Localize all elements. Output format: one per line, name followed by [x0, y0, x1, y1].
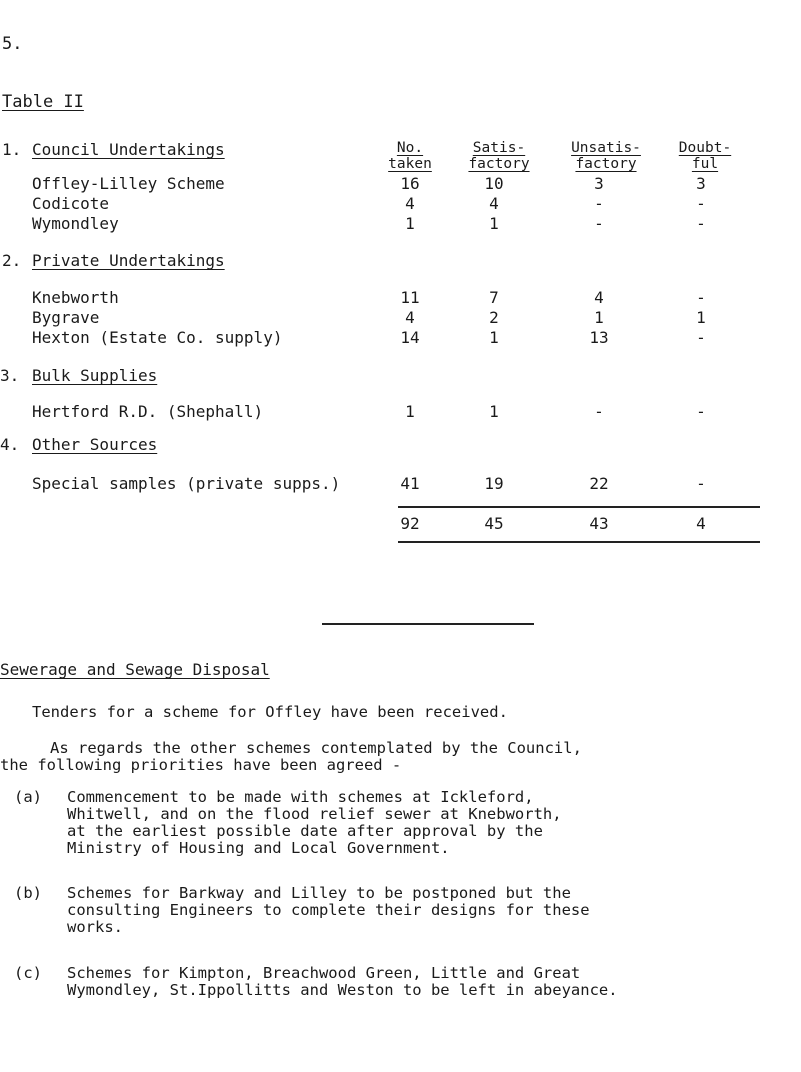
column-header-satisfactory: Satis- factory	[468, 140, 530, 172]
table-row: Bygrave 4 2 1 1	[32, 308, 706, 327]
table-row: Special samples (private supps.) 41 19 22 -	[32, 474, 706, 493]
column-header-doubtful: Doubt- ful	[678, 140, 732, 172]
paragraph-priorities: As regards the other schemes contemplated by the Council, the following priorities have been agreed -	[0, 739, 582, 774]
paragraph-tenders: Tenders for a scheme for Offley have been received.	[32, 703, 508, 721]
table-title: Table II	[2, 92, 84, 112]
total-rule-bottom	[398, 541, 760, 543]
table-row: Offley-Lilley Scheme 16 10 3 3	[32, 174, 706, 193]
page-number: 5.	[2, 34, 23, 54]
table-row: Codicote 4 4 - -	[32, 194, 706, 213]
table-row: Knebworth 11 7 4 -	[32, 288, 706, 307]
column-header-unsatisfactory: Unsatis- factory	[571, 140, 641, 172]
table-row: Hertford R.D. (Shephall) 1 1 - -	[32, 402, 706, 421]
sewerage-heading: Sewerage and Sewage Disposal	[0, 660, 270, 679]
totals-row: 92 45 43 4	[400, 514, 706, 533]
total-rule-top	[398, 506, 760, 508]
table-row: Wymondley 1 1 - -	[32, 214, 706, 233]
column-header-no-taken: No. taken	[388, 140, 432, 172]
separator-rule	[322, 623, 534, 625]
table-row: Hexton (Estate Co. supply) 14 1 13 -	[32, 328, 706, 347]
